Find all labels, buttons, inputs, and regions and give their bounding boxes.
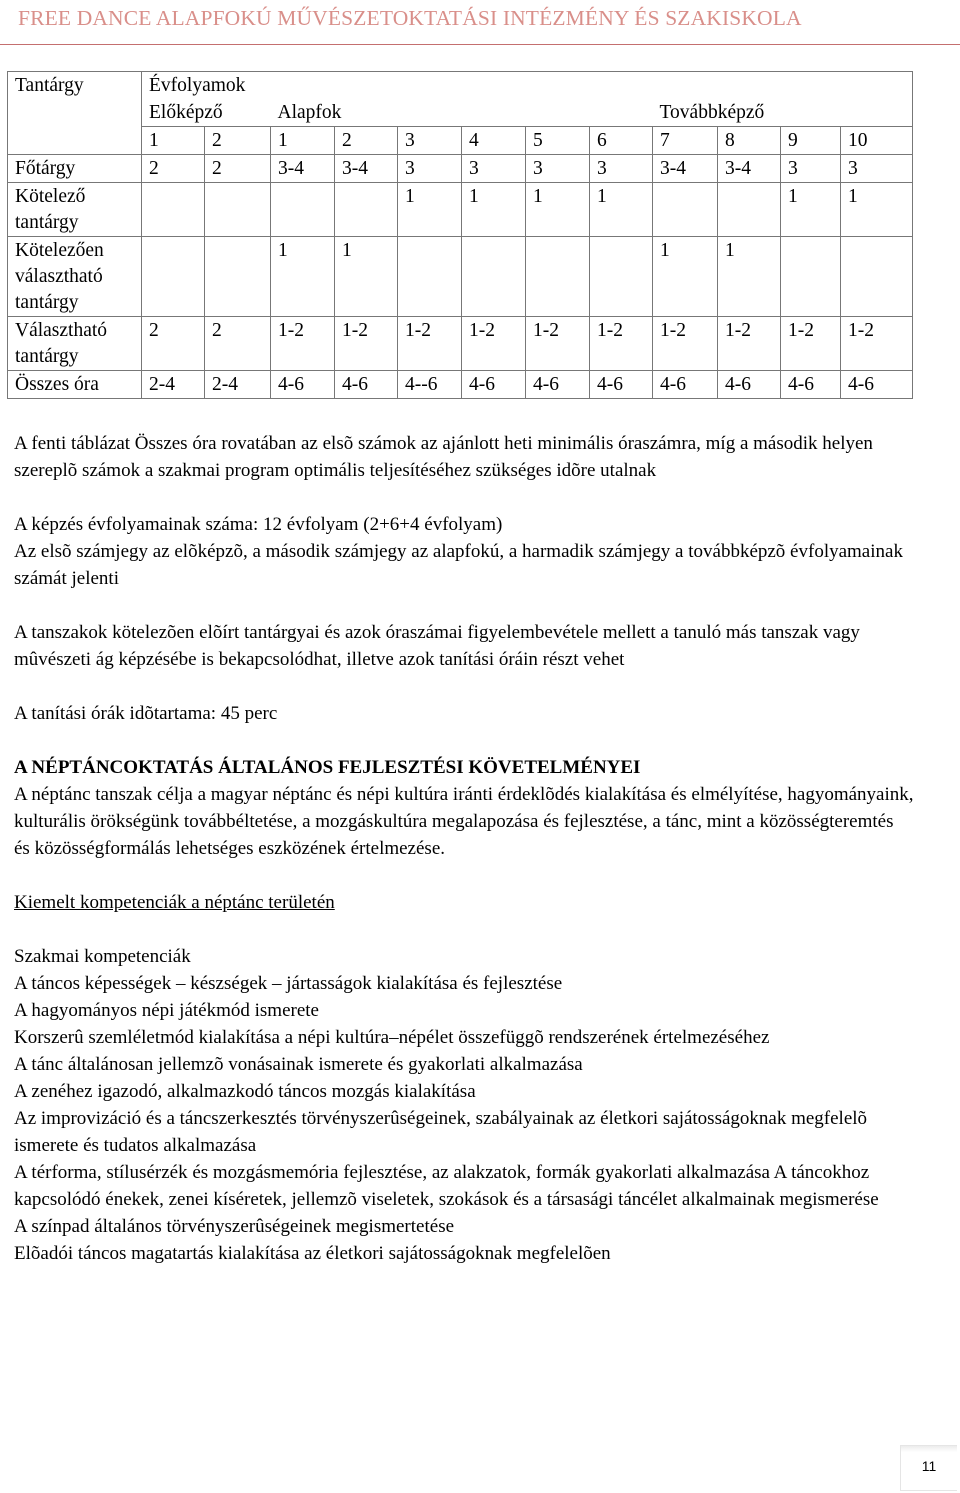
group-alapfok: Alapfok xyxy=(277,102,342,123)
table-row xyxy=(8,237,913,317)
hours-cell: 3 xyxy=(462,155,526,183)
table-row xyxy=(8,183,913,237)
year-number-cell: 1 xyxy=(142,127,205,155)
hours-cell: 1 xyxy=(335,237,398,317)
page-number: 11 xyxy=(921,1458,937,1474)
paragraph: szereplõ számok a szakmai program optimális teljesítéséhez szükséges idõre utalnak xyxy=(14,460,657,481)
hours-cell: 2-4 xyxy=(142,371,205,399)
header-divider xyxy=(0,44,960,45)
hours-cell: 1 xyxy=(653,237,718,317)
table-row xyxy=(8,155,913,183)
hours-cell: 4-6 xyxy=(781,371,841,399)
hours-cell: 3 xyxy=(781,155,841,183)
hours-cell: 1-2 xyxy=(335,317,398,371)
hours-cell: 1-2 xyxy=(526,317,590,371)
hours-cell xyxy=(335,183,398,237)
hours-cell xyxy=(526,237,590,317)
hours-cell: 3 xyxy=(590,155,653,183)
body-text xyxy=(14,430,914,1267)
paragraph: A képzés évfolyamainak száma: 12 évfolyam (2+6+4 évfolyam) xyxy=(14,514,503,535)
hours-cell: 1-2 xyxy=(590,317,653,371)
year-number-cell: 2 xyxy=(205,127,271,155)
hours-cell: 1 xyxy=(271,237,335,317)
hours-cell xyxy=(398,237,462,317)
hours-cell: 1 xyxy=(398,183,462,237)
year-number-cell: 6 xyxy=(590,127,653,155)
paragraph: A néptánc tanszak célja a magyar néptánc és népi kultúra iránti érdeklõdés kialakítása és elmélyítése, hagyományaink, kulturális örökségünk továbbéltetése, a mozgáskultúra megalapozása és fejlesztése, a tánc, mint a közösségteremtés és közösségformálás lehetséges eszközének értelmezése. xyxy=(14,784,914,859)
hours-cell: 1-2 xyxy=(781,317,841,371)
hours-cell: 4--6 xyxy=(398,371,462,399)
subject-cell: Kötelező tantárgy xyxy=(8,183,142,237)
hours-cell: 4-6 xyxy=(335,371,398,399)
paragraph: Az elsõ számjegy az elõképzõ, a második számjegy az alapfokú, a harmadik számjegy a továbbképzõ évfolyamainak számát jelenti xyxy=(14,541,903,589)
hours-cell: 1-2 xyxy=(718,317,781,371)
competency-list xyxy=(14,970,914,1267)
hours-cell: 1-2 xyxy=(653,317,718,371)
hours-cell xyxy=(142,183,205,237)
year-number-cell: 5 xyxy=(526,127,590,155)
year-number-cell: 4 xyxy=(462,127,526,155)
year-number-cell: 7 xyxy=(653,127,718,155)
list-item: Elõadói táncos magatartás kialakítása az életkori sajátosságoknak megfelelõen xyxy=(14,1243,611,1264)
hours-cell xyxy=(590,237,653,317)
hours-cell xyxy=(653,183,718,237)
list-item: A zenéhez igazodó, alkalmazkodó táncos mozgás kialakítása xyxy=(14,1081,476,1102)
list-item: Az improvizáció és a táncszerkesztés törvényszerûségeinek, szabályainak az életkori sajátosságoknak megfelelõ ismerete és tudatos alkalmazása xyxy=(14,1108,868,1156)
hours-cell xyxy=(841,237,913,317)
year-number-cell: 9 xyxy=(781,127,841,155)
subject-cell: Főtárgy xyxy=(8,155,142,183)
list-item: A hagyományos népi játékmód ismerete xyxy=(14,1000,319,1021)
year-number-cell: 3 xyxy=(398,127,462,155)
hours-cell: 4-6 xyxy=(271,371,335,399)
years-header: Évfolyamok xyxy=(142,72,913,100)
list-item: A térforma, stílusérzék és mozgásmemória fejlesztése, az alakzatok, formák gyakorlati alkalmazása A táncokhoz kapcsolódó énekek, zenei kíséretek, jellemzõ viseletek, szokások és a társasági táncélet alkalmainak megismerése xyxy=(14,1162,879,1210)
hours-cell: 2-4 xyxy=(205,371,271,399)
subheading: Kiemelt kompetenciák a néptánc területén xyxy=(14,892,335,913)
paragraph: A tanszakok kötelezõen elõírt tantárgyai és azok óraszámai figyelembevétele mellett a tanuló más tanszak vagy mûvészeti ág képzésébe is bekapcsolódhat, illetve azok tanítási óráin részt vehet xyxy=(14,622,860,670)
page-number-box xyxy=(900,1445,957,1491)
hours-cell: 2 xyxy=(142,155,205,183)
hours-cell: 1-2 xyxy=(841,317,913,371)
year-number-cell: 10 xyxy=(841,127,913,155)
hours-cell: 2 xyxy=(205,317,271,371)
year-number-cell: 2 xyxy=(335,127,398,155)
hours-cell xyxy=(781,237,841,317)
hours-cell: 1-2 xyxy=(271,317,335,371)
hours-cell: 1 xyxy=(526,183,590,237)
paragraph: A tanítási órák idõtartama: 45 perc xyxy=(14,703,278,724)
subject-cell: Kötelezően választható tantárgy xyxy=(8,237,142,317)
hours-cell: 1 xyxy=(462,183,526,237)
hours-cell: 1-2 xyxy=(462,317,526,371)
hours-cell: 1 xyxy=(590,183,653,237)
hours-cell xyxy=(205,237,271,317)
year-number-cell: 8 xyxy=(718,127,781,155)
paragraph: A fenti táblázat Összes óra rovatában az elsõ számok az ajánlott heti minimális óraszámra, míg a második helyen xyxy=(14,433,873,454)
table-row xyxy=(8,371,913,399)
hours-cell: 4-6 xyxy=(718,371,781,399)
hours-cell: 3 xyxy=(841,155,913,183)
hours-cell: 1 xyxy=(781,183,841,237)
hours-cell: 2 xyxy=(205,155,271,183)
hours-cell: 4-6 xyxy=(841,371,913,399)
group-elokepzo: Előképző xyxy=(142,99,271,127)
hours-cell: 3 xyxy=(526,155,590,183)
group-tovabbkepzo: Továbbképző xyxy=(653,99,913,127)
hours-cell: 3-4 xyxy=(271,155,335,183)
hours-cell: 3-4 xyxy=(718,155,781,183)
hours-cell: 4-6 xyxy=(526,371,590,399)
hours-cell: 1-2 xyxy=(398,317,462,371)
subject-cell: Összes óra xyxy=(8,371,142,399)
hours-cell: 3-4 xyxy=(653,155,718,183)
list-item: A színpad általános törvényszerûségeinek megismertetése xyxy=(14,1216,455,1237)
section-heading: A NÉPTÁNCOKTATÁS ÁLTALÁNOS FEJLESZTÉSI KÖVETELMÉNYEI xyxy=(14,757,641,778)
subject-cell: Választható tantárgy xyxy=(8,317,142,371)
hours-cell xyxy=(462,237,526,317)
table-row xyxy=(8,317,913,371)
subject-header: Tantárgy xyxy=(8,72,142,155)
hours-cell xyxy=(205,183,271,237)
document-header: FREE DANCE ALAPFOKÚ MŰVÉSZETOKTATÁSI INTÉZMÉNY ÉS SZAKISKOLA xyxy=(18,6,802,30)
hours-cell: 4-6 xyxy=(590,371,653,399)
list-item: Korszerû szemléletmód kialakítása a népi kultúra–népélet összefüggõ rendszerének értelmezéséhez xyxy=(14,1027,770,1048)
hours-cell xyxy=(271,183,335,237)
hours-cell xyxy=(718,183,781,237)
list-item: A táncos képességek – készségek – jártasságok kialakítása és fejlesztése xyxy=(14,973,563,994)
list-item: A tánc általánosan jellemzõ vonásainak ismerete és gyakorlati alkalmazása xyxy=(14,1054,583,1075)
year-number-cell: 1 xyxy=(271,127,335,155)
hours-cell: 4-6 xyxy=(653,371,718,399)
hours-cell: 2 xyxy=(142,317,205,371)
hours-cell: 3-4 xyxy=(335,155,398,183)
hours-cell: 3 xyxy=(398,155,462,183)
curriculum-table xyxy=(7,71,913,399)
hours-cell: 1 xyxy=(718,237,781,317)
hours-cell: 4-6 xyxy=(462,371,526,399)
hours-cell: 1 xyxy=(841,183,913,237)
list-title: Szakmai kompetenciák xyxy=(14,946,191,967)
hours-cell xyxy=(142,237,205,317)
